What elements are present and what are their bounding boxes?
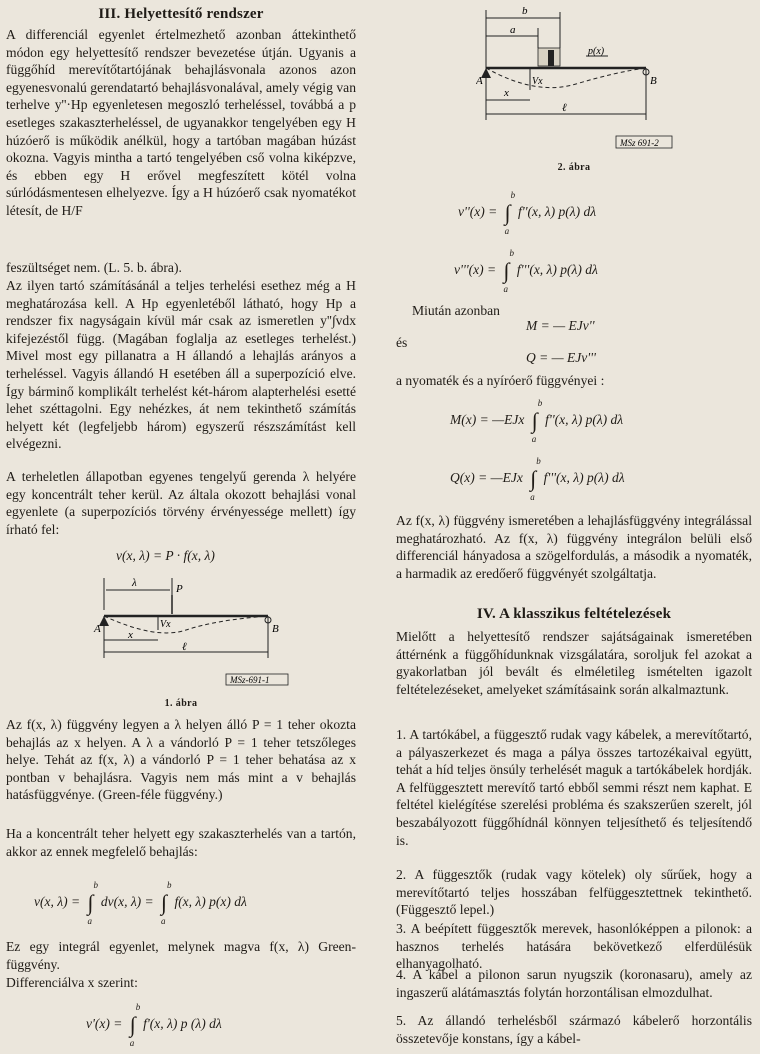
fig2-a-support-label: A (476, 75, 483, 87)
integral-sign-3: ∫ b a (129, 1002, 141, 1048)
fig2-vx-label: Vx (532, 76, 543, 87)
fig2-b-label: b (522, 5, 528, 17)
fig1-lambda-label: λ (132, 577, 137, 589)
paragraph-integral-equation: Ez egy integrál egyenlet, melynek magva f(x, λ) Green-függvény. (6, 939, 356, 972)
integral-sign-5: ∫ b a (503, 248, 514, 294)
fig1-a-label: A (94, 623, 101, 635)
equation-moment-function: M(x) = —EJx ∫ b a f''(x, λ) p(λ) dλ (450, 398, 624, 444)
assumption-5: 5. Az állandó terhelésből származó kábelerő horzontális összetevője konstans, így a kábel- (396, 1013, 752, 1046)
paragraph-green-function: Az f(x, λ) függvény legyen a λ helyen álló P = 1 teher okozta behajlás az x helyen. A λ a vándorló P = 1 teher tetszőleges helye. Tehát az f(x, λ) a vándorló P = 1 teher behatása az x pontban v behajlásra. Vagyis nem más mint a v behajlás hatásfüggvénye. (Green-féle függvény.) (6, 717, 356, 803)
section-heading-4: IV. A klasszikus feltételezések (476, 606, 672, 622)
fig1-x-label: x (128, 629, 133, 641)
fig1-vx-label: Vx (160, 619, 171, 630)
assumption-2: 2. A függesztők (rudak vagy kötelek) oly sűrűek, hogy a merevítőtartó teljes hosszában felfüggesztettnek tekinthető. (Függesztő lepel.) (396, 867, 752, 918)
text-moment-shear-functions: a nyomaték és a nyíróerő függvényei : (396, 373, 605, 388)
equation-first-derivative: v'(x) = ∫ b a f'(x, λ) p (λ) dλ (86, 1002, 222, 1048)
fig2-px-label: p(x) (588, 46, 605, 57)
fig2-b-support-label: B (650, 75, 657, 87)
assumption-4: 4. A kábel a pilonon sarun nyugszik (koronasaru), amely az ingaszerű alátámasztás folytán horzontálisan elmozdulhat. (396, 967, 752, 1000)
fig2-x-label: x (504, 87, 509, 99)
figure-2-caption: 2. ábra (557, 162, 591, 173)
fig2-a-label: a (510, 24, 516, 36)
paragraph-differentiate: Differenciálva x szerint: (6, 975, 138, 990)
figure-1-caption: 1. ábra (164, 698, 198, 709)
fig1-b-label: B (272, 623, 279, 635)
fig1-l-label: ℓ (182, 641, 187, 653)
equation-second-derivative: v''(x) = ∫ b a f''(x, λ) p(λ) dλ (458, 190, 597, 236)
figure-2-beam-diagram (476, 4, 676, 154)
paragraph-function-derivatives: Az f(x, λ) függvény ismeretében a lehajlásfüggvény integrálással meghatározható. Az f(x, λ) függvény integrálon belüli első differenciál hányadosa a szögelfordulás, a második a nyomaték, a harmadik az eredőerő függvényét szolgáltatja. (396, 513, 752, 581)
paragraph-superposition: Az ilyen tartó számításánál a teljes terhelési esethez még a H meghatározása kell. A Hp egyenletéből látható, hogy Hp a rendszer fix nagyságain kívül már csak az ismeretlen y''∫vdx kifejezéstől függ. (Magában foglalja az esetleges terhelést.) Mivel most egy pillanatra a H állandó a lehajlás arányos a terheléssel. Vagyis állandó H esetében áll a superpozíció elve. Így bárminő komplikált terhelést két-három alapterhelési esetté lehet széttagolni. Egy nehézkes, át nem tekinthető számítás helyett két (legfeljebb három) egyszerű részszámítást kell elvégezni. (6, 278, 356, 452)
equation-moment: M = — EJv'' (526, 318, 595, 333)
assumption-3: 3. A beépített függesztők merevek, hasonlóképpen a pilonok: a hasznos terhelés hatására bekövetkező elferdülésük elhanyagolható. (396, 921, 752, 972)
integral-sign-1: ∫ b a (87, 880, 98, 926)
fig1-stamp: MSz-691-1 (230, 675, 270, 685)
equation-shear-function: Q(x) = —EJx ∫ b a f'''(x, λ) p(λ) dλ (450, 456, 625, 502)
equation-shear: Q = — EJv''' (526, 350, 596, 365)
fig2-l-label: ℓ (562, 102, 567, 114)
figure-1-beam-diagram (86, 570, 306, 690)
fig1-p-label: P (176, 583, 183, 595)
integral-sign-4: ∫ b a (504, 190, 516, 236)
text-miutan: Miután azonban (412, 303, 500, 318)
paragraph-intro: A differenciál egyenlet értelmezhető azonban áttekinthető módon egy helyettesítő rendszer bevezetése útján. Ugyanis a függőhíd merevítőtartójának behajlásvonala azonos azon egyenesvonalú gerendatartó behajlásvonalával, amely végig van terhelve y''·Hp egyenletesen megoszló terheléssel, továbbá a p esetleges szakaszterheléssel, de ugyanakkor tengelyében egy H húzóerő is működik anélkül, hogy a tartóban magában húzást okozna. Vagyis mintha a tartó tengelyében cső volna kiképzve, és ebben egy H erővel megfeszített kötél volna súrlódásmentesen elhelyezve. Így a H húzóerő csak nyomatékot létesít, de H/F (6, 27, 356, 218)
equation-third-derivative: v'''(x) = ∫ b a f'''(x, λ) p(λ) dλ (454, 248, 598, 294)
integral-sign-7: ∫ b a (530, 456, 541, 502)
paragraph-intro-end: feszültséget nem. (L. 5. b. ábra). (6, 260, 182, 275)
fig2-stamp: MSz 691-2 (620, 138, 659, 148)
integral-sign-2: ∫ b a (161, 880, 172, 926)
integral-sign-6: ∫ b a (531, 398, 543, 444)
equation-integral-deflection: v(x, λ) = ∫ b a dv(x, λ) = ∫ b a f(x, λ) p(x) dλ (34, 880, 247, 926)
assumption-1: 1. A tartókábel, a függesztő rudak vagy kábelek, a merevítőtartó, a pályaszerkezet és maga a pálya összes tartozékaival együtt, tehát a híd teljes önsúly terhelését maguk a tartókábelek hordják. A felfüggesztett merevítő tartó ebből semmi részt nem kaphat. E feltétel kielégítése szerelési probléma és szakszerűen szerelt, jól beszabályozott függőhídnál könnyen teljesíthető és teljesítendő is. (396, 727, 752, 848)
equation-deflection: v(x, λ) = P · f(x, λ) (116, 548, 215, 563)
section-heading-3: III. Helyettesítő rendszer (98, 6, 264, 22)
text-es: és (396, 335, 408, 350)
paragraph-concentrated-load: A terheletlen állapotban egyenes tengelyű gerenda λ helyére egy koncentrált teher kerül. Az általa okozott behajlási vonal egyenlete (a superpozíciós törvény érvényessége mellett) így írható fel: (6, 469, 356, 537)
paragraph-assumptions-intro: Mielőtt a helyettesítő rendszer sajátságainak ismeretében áttérnénk a függőhídunknak vizsgálatára, soroljuk fel azokat a gyakorlatban jól bevált és elméletileg ismételten igazolt feltételezéseket, amelyeket számításaink során alkalmaztunk. (396, 629, 752, 697)
paragraph-distributed-load: Ha a koncentrált teher helyett egy szakaszterhelés van a tartón, akkor az ennek megfelelő behajlás: (6, 826, 356, 859)
